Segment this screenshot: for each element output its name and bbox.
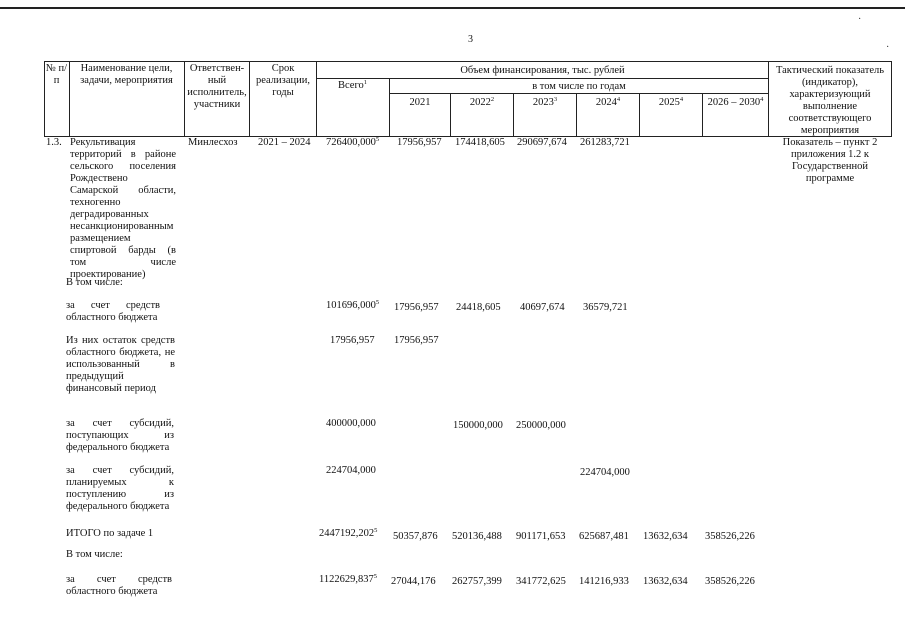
- scan-speck: ·: [858, 14, 862, 25]
- rule: [184, 61, 185, 137]
- header-year-2022: 2022$^2$: [469, 96, 495, 108]
- top-rule: [0, 7, 905, 9]
- row-name: Рекультивация территорий в районе сельского поселения Рождествено Самарской области, техногенно деградированных несанкционированным размещением спиртовой барды (в том числе проектирование): [70, 137, 176, 280]
- cell-2021: 27044,176: [391, 576, 436, 587]
- cell-total: 224704,000: [326, 465, 376, 476]
- cell-2022: 520136,488: [452, 531, 502, 542]
- cell-total: 2447192,202$^5$: [319, 527, 378, 539]
- cell-total: 17956,957: [330, 335, 375, 346]
- row-name: за счет средств областного бюджета: [66, 300, 160, 323]
- header-name: Наименование цели, задачи, мероприятия: [80, 63, 173, 86]
- cell-2024: 261283,721: [580, 137, 630, 148]
- scan-speck: ·: [886, 42, 890, 53]
- cell-2023: 290697,674: [517, 137, 567, 148]
- cell-2025: 13632,634: [643, 576, 688, 587]
- cell-2024: 141216,933: [579, 576, 629, 587]
- header-total: Всего$^1$: [338, 79, 367, 91]
- cell-total: 1122629,837$^5$: [319, 573, 377, 585]
- row-name: за счет субсидий, планируемых к поступлению из федерального бюджета: [66, 465, 174, 512]
- cell-2021: 17956,957: [397, 137, 442, 148]
- row-name: ИТОГО по задаче 1: [66, 528, 154, 539]
- row-executor: Минлесхоз: [188, 137, 238, 148]
- rule: [44, 61, 891, 62]
- row-name: В том числе:: [66, 277, 123, 288]
- header-year-2026-2030: 2026 – 2030$^4$: [707, 96, 764, 108]
- header-indicator: Тактический показатель (индикатор), характеризующий выполнение соответствующего мероприятия: [775, 65, 885, 136]
- header-funding-group: Объем финансирования, тыс. рублей: [460, 65, 625, 76]
- cell-2021: 17956,957: [394, 335, 439, 346]
- cell-2025: 13632,634: [643, 531, 688, 542]
- rule: [389, 93, 768, 94]
- rule: [69, 61, 70, 137]
- row-name: за счет субсидий, поступающих из федерального бюджета: [66, 418, 174, 453]
- header-by-years: в том числе по годам: [532, 81, 626, 92]
- cell-2024: 224704,000: [580, 467, 630, 478]
- header-num: № п/п: [45, 63, 68, 86]
- page-number: 3: [468, 34, 473, 45]
- row-period: 2021 – 2024: [258, 137, 311, 148]
- cell-2023: 901171,653: [516, 531, 566, 542]
- row-name: В том числе:: [66, 549, 123, 560]
- header-executor: Ответствен-ный исполнитель, участники: [187, 63, 247, 110]
- cell-2023: 341772,625: [516, 576, 566, 587]
- rule: [891, 61, 892, 137]
- cell-total: 101696,000$^5$: [326, 299, 380, 311]
- row-name: Из них остаток средств областного бюджета, не использованный в предыдущий финансовый период: [66, 335, 175, 394]
- rule: [249, 61, 250, 137]
- cell-2022: 150000,000: [453, 420, 503, 431]
- row-num: 1.3.: [46, 137, 62, 148]
- cell-2024: 36579,721: [583, 302, 628, 313]
- rule: [316, 78, 768, 79]
- rule: [768, 61, 769, 137]
- cell-2023: 250000,000: [516, 420, 566, 431]
- cell-2022: 262757,399: [452, 576, 502, 587]
- row-indicator: Показатель – пункт 2 приложения 1.2 к Государственной программе: [782, 137, 878, 184]
- header-period: Срок реализации, годы: [256, 63, 310, 98]
- cell-2022: 24418,605: [456, 302, 501, 313]
- cell-2022: 174418,605: [455, 137, 505, 148]
- header-year-2021: 2021: [409, 97, 431, 108]
- cell-2021: 17956,957: [394, 302, 439, 313]
- header-year-2023: 2023$^3$: [532, 96, 558, 108]
- cell-total: 726400,000$^5$: [326, 136, 380, 148]
- cell-2024: 625687,481: [579, 531, 629, 542]
- cell-2026-2030: 358526,226: [705, 531, 755, 542]
- cell-2026-2030: 358526,226: [705, 576, 755, 587]
- header-year-2024: 2024$^4$: [595, 96, 621, 108]
- row-name: за счет средств областного бюджета: [66, 574, 172, 597]
- header-year-2025: 2025$^4$: [658, 96, 684, 108]
- cell-total: 400000,000: [326, 418, 376, 429]
- cell-2023: 40697,674: [520, 302, 565, 313]
- cell-2021: 50357,876: [393, 531, 438, 542]
